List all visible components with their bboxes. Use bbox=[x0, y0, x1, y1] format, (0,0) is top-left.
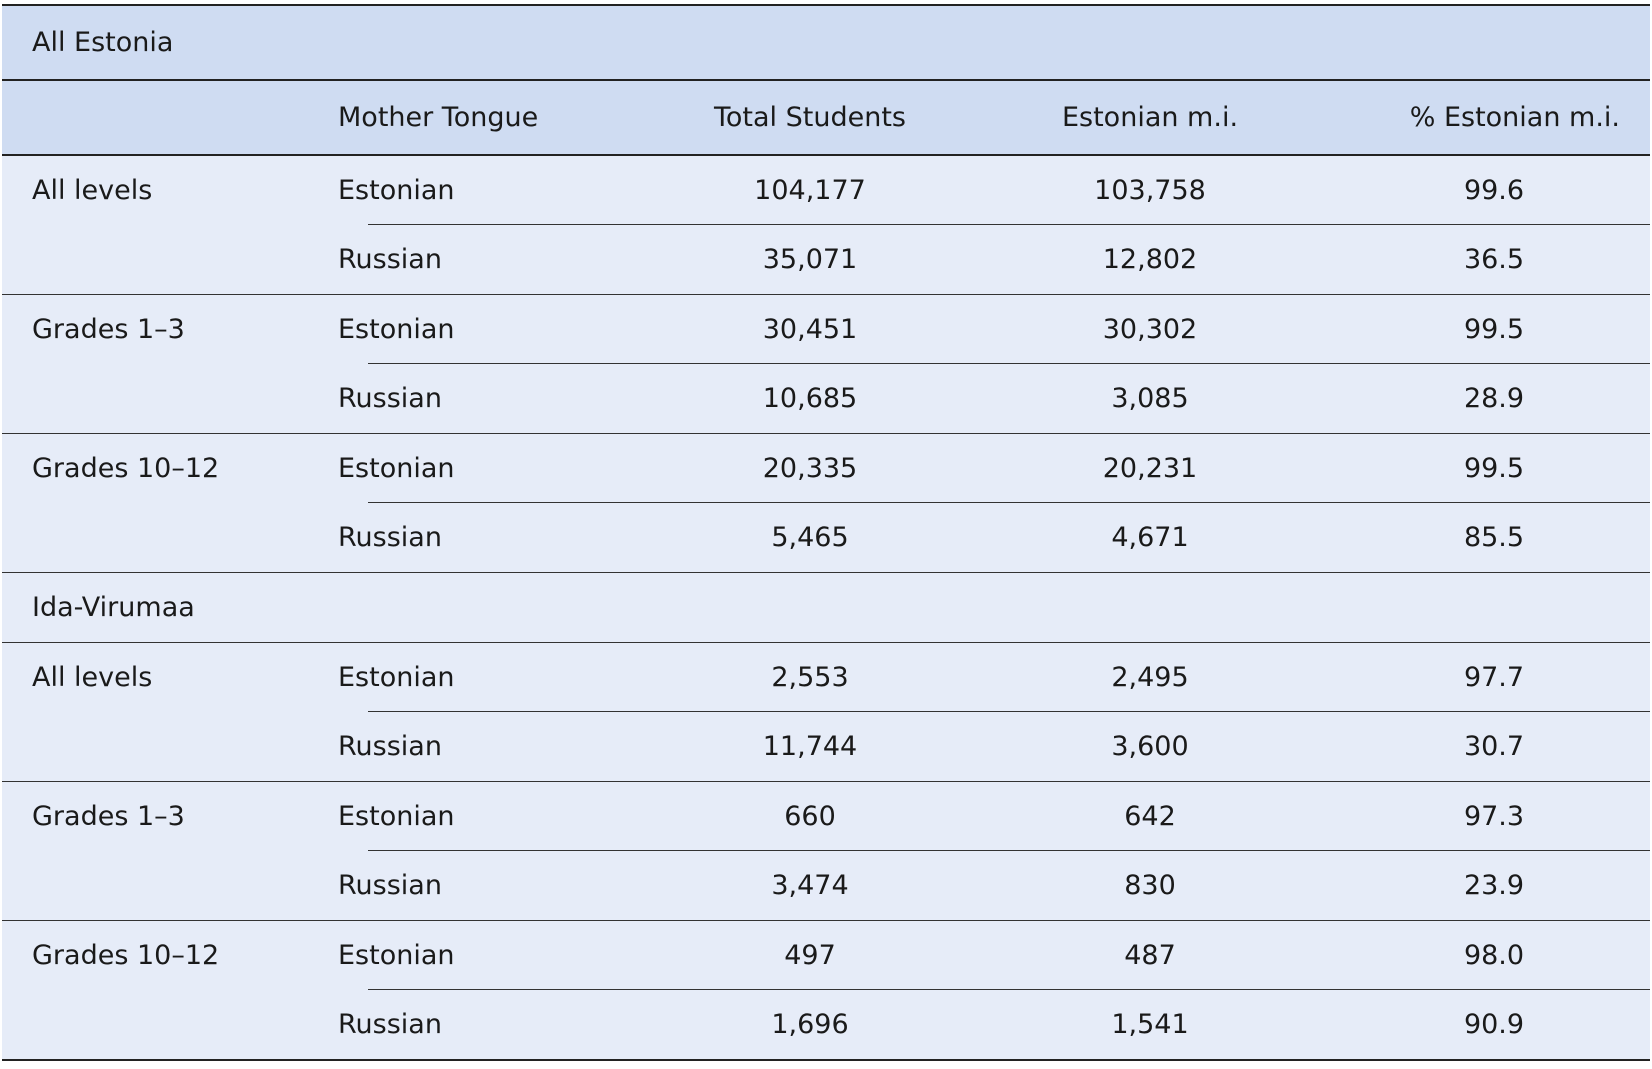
pct-estonian-mi-cell: 99.5 bbox=[1463, 453, 1525, 484]
total-students-cell: 104,177 bbox=[754, 175, 866, 206]
mother-tongue-cell: Estonian bbox=[338, 175, 455, 206]
level-label: Grades 10–12 bbox=[32, 940, 220, 971]
level-label: All levels bbox=[32, 175, 153, 206]
table-row bbox=[2, 643, 1650, 712]
mother-tongue-cell: Estonian bbox=[338, 662, 455, 693]
estonian-mi-cell: 30,302 bbox=[1102, 314, 1198, 345]
total-students-cell: 5,465 bbox=[771, 522, 849, 553]
estonian-mi-cell: 103,758 bbox=[1094, 175, 1206, 206]
table-row bbox=[2, 782, 1650, 851]
level-label: Grades 1–3 bbox=[32, 801, 185, 832]
table-row bbox=[2, 990, 1650, 1061]
estonian-mi-cell: 3,085 bbox=[1111, 383, 1189, 414]
mother-tongue-cell: Estonian bbox=[338, 940, 455, 971]
column-header-total-students: Total Students bbox=[714, 102, 906, 133]
total-students-cell: 2,553 bbox=[771, 662, 849, 693]
column-header-row bbox=[2, 81, 1650, 156]
pct-estonian-mi-cell: 36.5 bbox=[1463, 244, 1525, 275]
pct-estonian-mi-cell: 23.9 bbox=[1463, 870, 1525, 901]
estonian-mi-cell: 4,671 bbox=[1111, 522, 1189, 553]
mother-tongue-cell: Russian bbox=[338, 383, 442, 414]
total-students-cell: 11,744 bbox=[762, 731, 858, 762]
mother-tongue-cell: Russian bbox=[338, 522, 442, 553]
estonian-mi-cell: 20,231 bbox=[1102, 453, 1198, 484]
section-title-all-estonia bbox=[2, 4, 1650, 81]
estonian-mi-cell: 642 bbox=[1124, 801, 1176, 832]
pct-estonian-mi-cell: 97.3 bbox=[1463, 801, 1525, 832]
mother-tongue-cell: Russian bbox=[338, 244, 442, 275]
table-row bbox=[2, 503, 1650, 573]
column-header-pct-estonian-mi: % Estonian m.i. bbox=[1409, 102, 1620, 133]
table-row bbox=[2, 921, 1650, 990]
table-row bbox=[2, 225, 1650, 295]
table-row bbox=[2, 364, 1650, 434]
estonian-mi-cell: 487 bbox=[1124, 940, 1176, 971]
section-title-label: All Estonia bbox=[32, 27, 174, 58]
pct-estonian-mi-cell: 98.0 bbox=[1463, 940, 1525, 971]
pct-estonian-mi-cell: 97.7 bbox=[1463, 662, 1525, 693]
total-students-cell: 497 bbox=[784, 940, 836, 971]
pct-estonian-mi-cell: 90.9 bbox=[1463, 1009, 1525, 1040]
total-students-cell: 3,474 bbox=[771, 870, 849, 901]
total-students-cell: 1,696 bbox=[771, 1009, 849, 1040]
column-header-estonian-mi: Estonian m.i. bbox=[1061, 102, 1239, 133]
estonian-mi-cell: 2,495 bbox=[1111, 662, 1189, 693]
level-label: Grades 1–3 bbox=[32, 314, 185, 345]
table-row bbox=[2, 851, 1650, 921]
column-header-mother-tongue: Mother Tongue bbox=[338, 102, 539, 133]
total-students-cell: 30,451 bbox=[762, 314, 858, 345]
mother-tongue-cell: Estonian bbox=[338, 453, 455, 484]
total-students-cell: 35,071 bbox=[762, 244, 858, 275]
pct-estonian-mi-cell: 30.7 bbox=[1463, 731, 1525, 762]
table-row bbox=[2, 295, 1650, 364]
mother-tongue-cell: Russian bbox=[338, 870, 442, 901]
pct-estonian-mi-cell: 99.6 bbox=[1463, 175, 1525, 206]
estonian-mi-cell: 830 bbox=[1124, 870, 1176, 901]
pct-estonian-mi-cell: 99.5 bbox=[1463, 314, 1525, 345]
table-row bbox=[2, 712, 1650, 782]
total-students-cell: 10,685 bbox=[762, 383, 858, 414]
total-students-cell: 20,335 bbox=[762, 453, 858, 484]
section-title-ida-virumaa bbox=[2, 573, 1650, 643]
level-label: All levels bbox=[32, 662, 153, 693]
estonian-mi-cell: 12,802 bbox=[1102, 244, 1198, 275]
mother-tongue-cell: Russian bbox=[338, 1009, 442, 1040]
pct-estonian-mi-cell: 28.9 bbox=[1463, 383, 1525, 414]
mother-tongue-cell: Estonian bbox=[338, 314, 455, 345]
estonian-mi-cell: 3,600 bbox=[1111, 731, 1189, 762]
section-title-label: Ida-Virumaa bbox=[32, 592, 195, 623]
table-row bbox=[2, 156, 1650, 225]
mother-tongue-cell: Estonian bbox=[338, 801, 455, 832]
data-table bbox=[2, 4, 1650, 1061]
table-row bbox=[2, 434, 1650, 503]
total-students-cell: 660 bbox=[784, 801, 836, 832]
level-label: Grades 10–12 bbox=[32, 453, 220, 484]
estonian-mi-cell: 1,541 bbox=[1111, 1009, 1189, 1040]
mother-tongue-cell: Russian bbox=[338, 731, 442, 762]
pct-estonian-mi-cell: 85.5 bbox=[1463, 522, 1525, 553]
